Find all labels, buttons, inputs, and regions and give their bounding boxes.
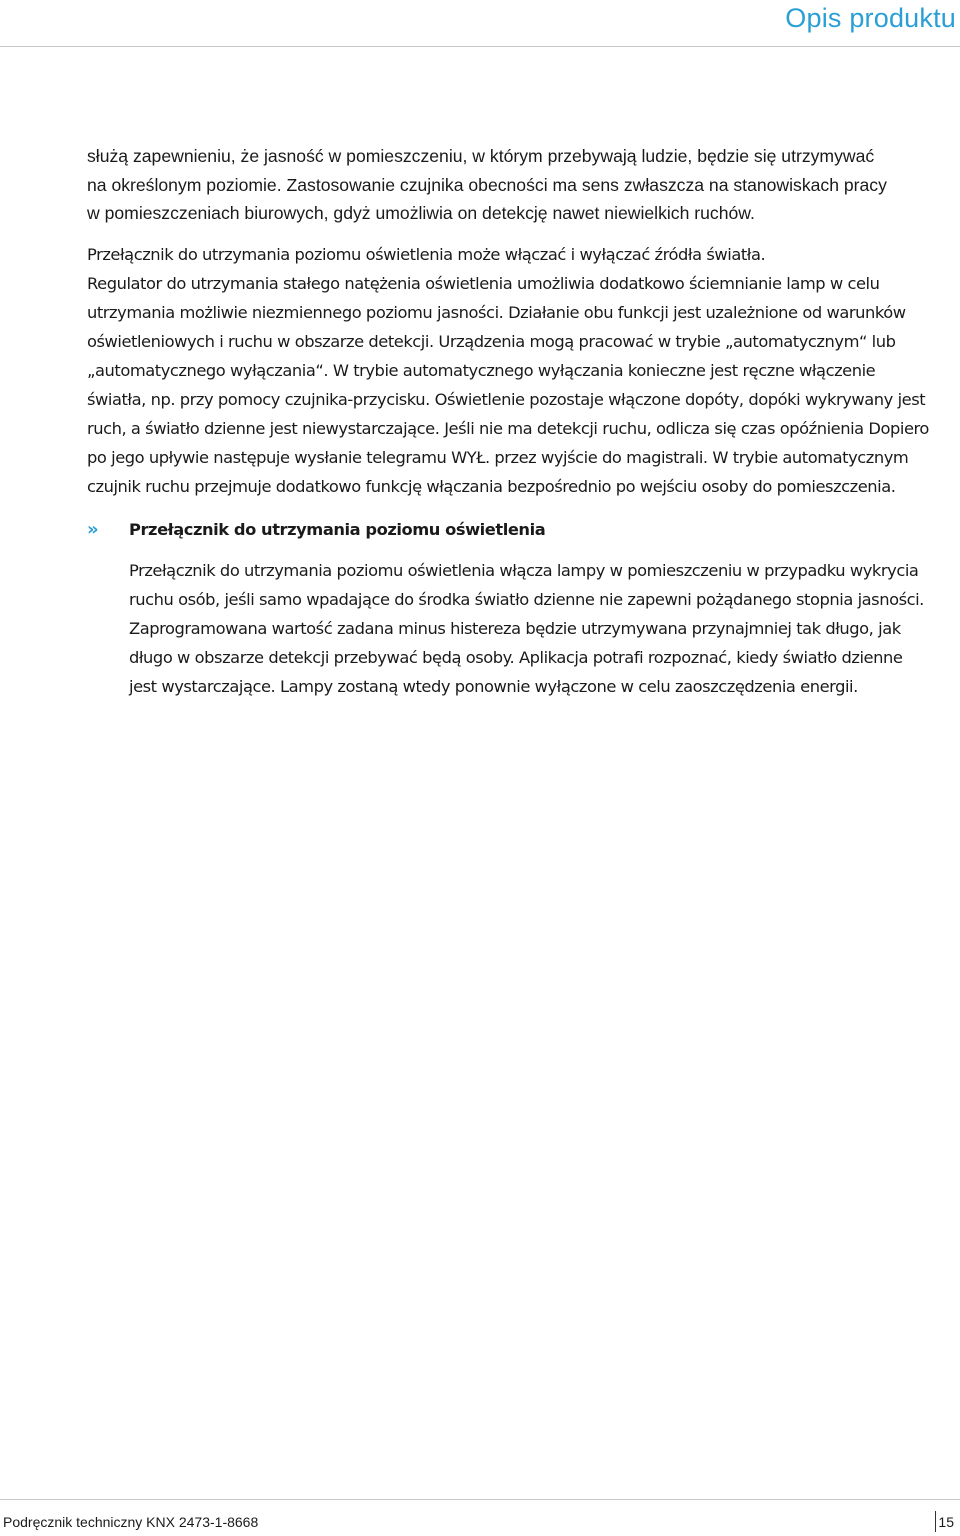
bullet-chevron-icon: » <box>87 518 99 540</box>
page-number-separator <box>935 1511 936 1532</box>
section-heading-text: Przełącznik do utrzymania poziomu oświetlenia <box>129 519 546 539</box>
paragraph-regulator: Regulator do utrzymania stałego natężenia oświetlenia umożliwia dodatkowo ściemnianie lamp w celu utrzymania możliwie niezmiennego poziomu jasności. Działanie obu funkcji jest uzależnione od warunków oświetleniowych i ruchu w obszarze detekcji. Urządzenia mogą pracować w trybie „automatycznym“ lub „automatycznego wyłączania“. W trybie automatycznego wyłączania konieczne jest ręczne włączenie światła, np. przy pomocy czujnika-przycisku. Oświetlenie pozostaje włączone dopóty, dopóki wykrywany jest ruch, a światło dzienne jest niewystarczające. Jeśli nie ma detekcji ruchu, odlicza się czas opóźnienia Dopiero po jego upływie następuje wysłanie telegramu WYŁ. przez wyjście do magistrali. W trybie automatycznym czujnik ruchu przejmuje dodatkowo funkcję włączania bezpośrednio po wejściu osoby do pomieszczenia. <box>87 273 929 496</box>
footer-document-title: Podręcznik techniczny KNX 2473-1-8668 <box>3 1514 259 1530</box>
document-body <box>87 142 937 701</box>
section-body-text: Przełącznik do utrzymania poziomu oświetlenia włącza lampy w pomieszczeniu w przypadku wykrycia ruchu osób, jeśli samo wpadające do środka światło dzienne nie zapewni pożądanego stopnia jasności. Zaprogramowana wartość zadana minus histereza będzie utrzymywana przynajmniej tak długo, jak długo w obszarze detekcji przebywać będą osoby. Aplikacja potrafi rozpoznać, kiedy światło dzienne jest wystarczające. Lampy zostaną wtedy ponownie wyłączone w celu zaoszczędzenia energii. <box>129 560 924 696</box>
paragraph-switch-intro: Przełącznik do utrzymania poziomu oświetlenia może włączać i wyłączać źródła światła. <box>87 244 766 264</box>
section-heading <box>87 515 937 544</box>
header-divider <box>0 46 960 47</box>
page-number: 15 <box>938 1514 954 1530</box>
page-header-title: Opis produktu <box>785 3 956 33</box>
paragraph-presence-sensor: służą zapewnieniu, że jasność w pomieszczeniu, w którym przebywają ludzie, będzie się utrzymywać na określonym poziomie. Zastosowanie czujnika obecności ma sens zwłaszcza na stanowiskach pracy w pomieszczeniach biurowych, gdyż umożliwia on detekcję nawet niewielkich ruchów. <box>87 146 887 224</box>
footer-divider <box>0 1499 960 1500</box>
